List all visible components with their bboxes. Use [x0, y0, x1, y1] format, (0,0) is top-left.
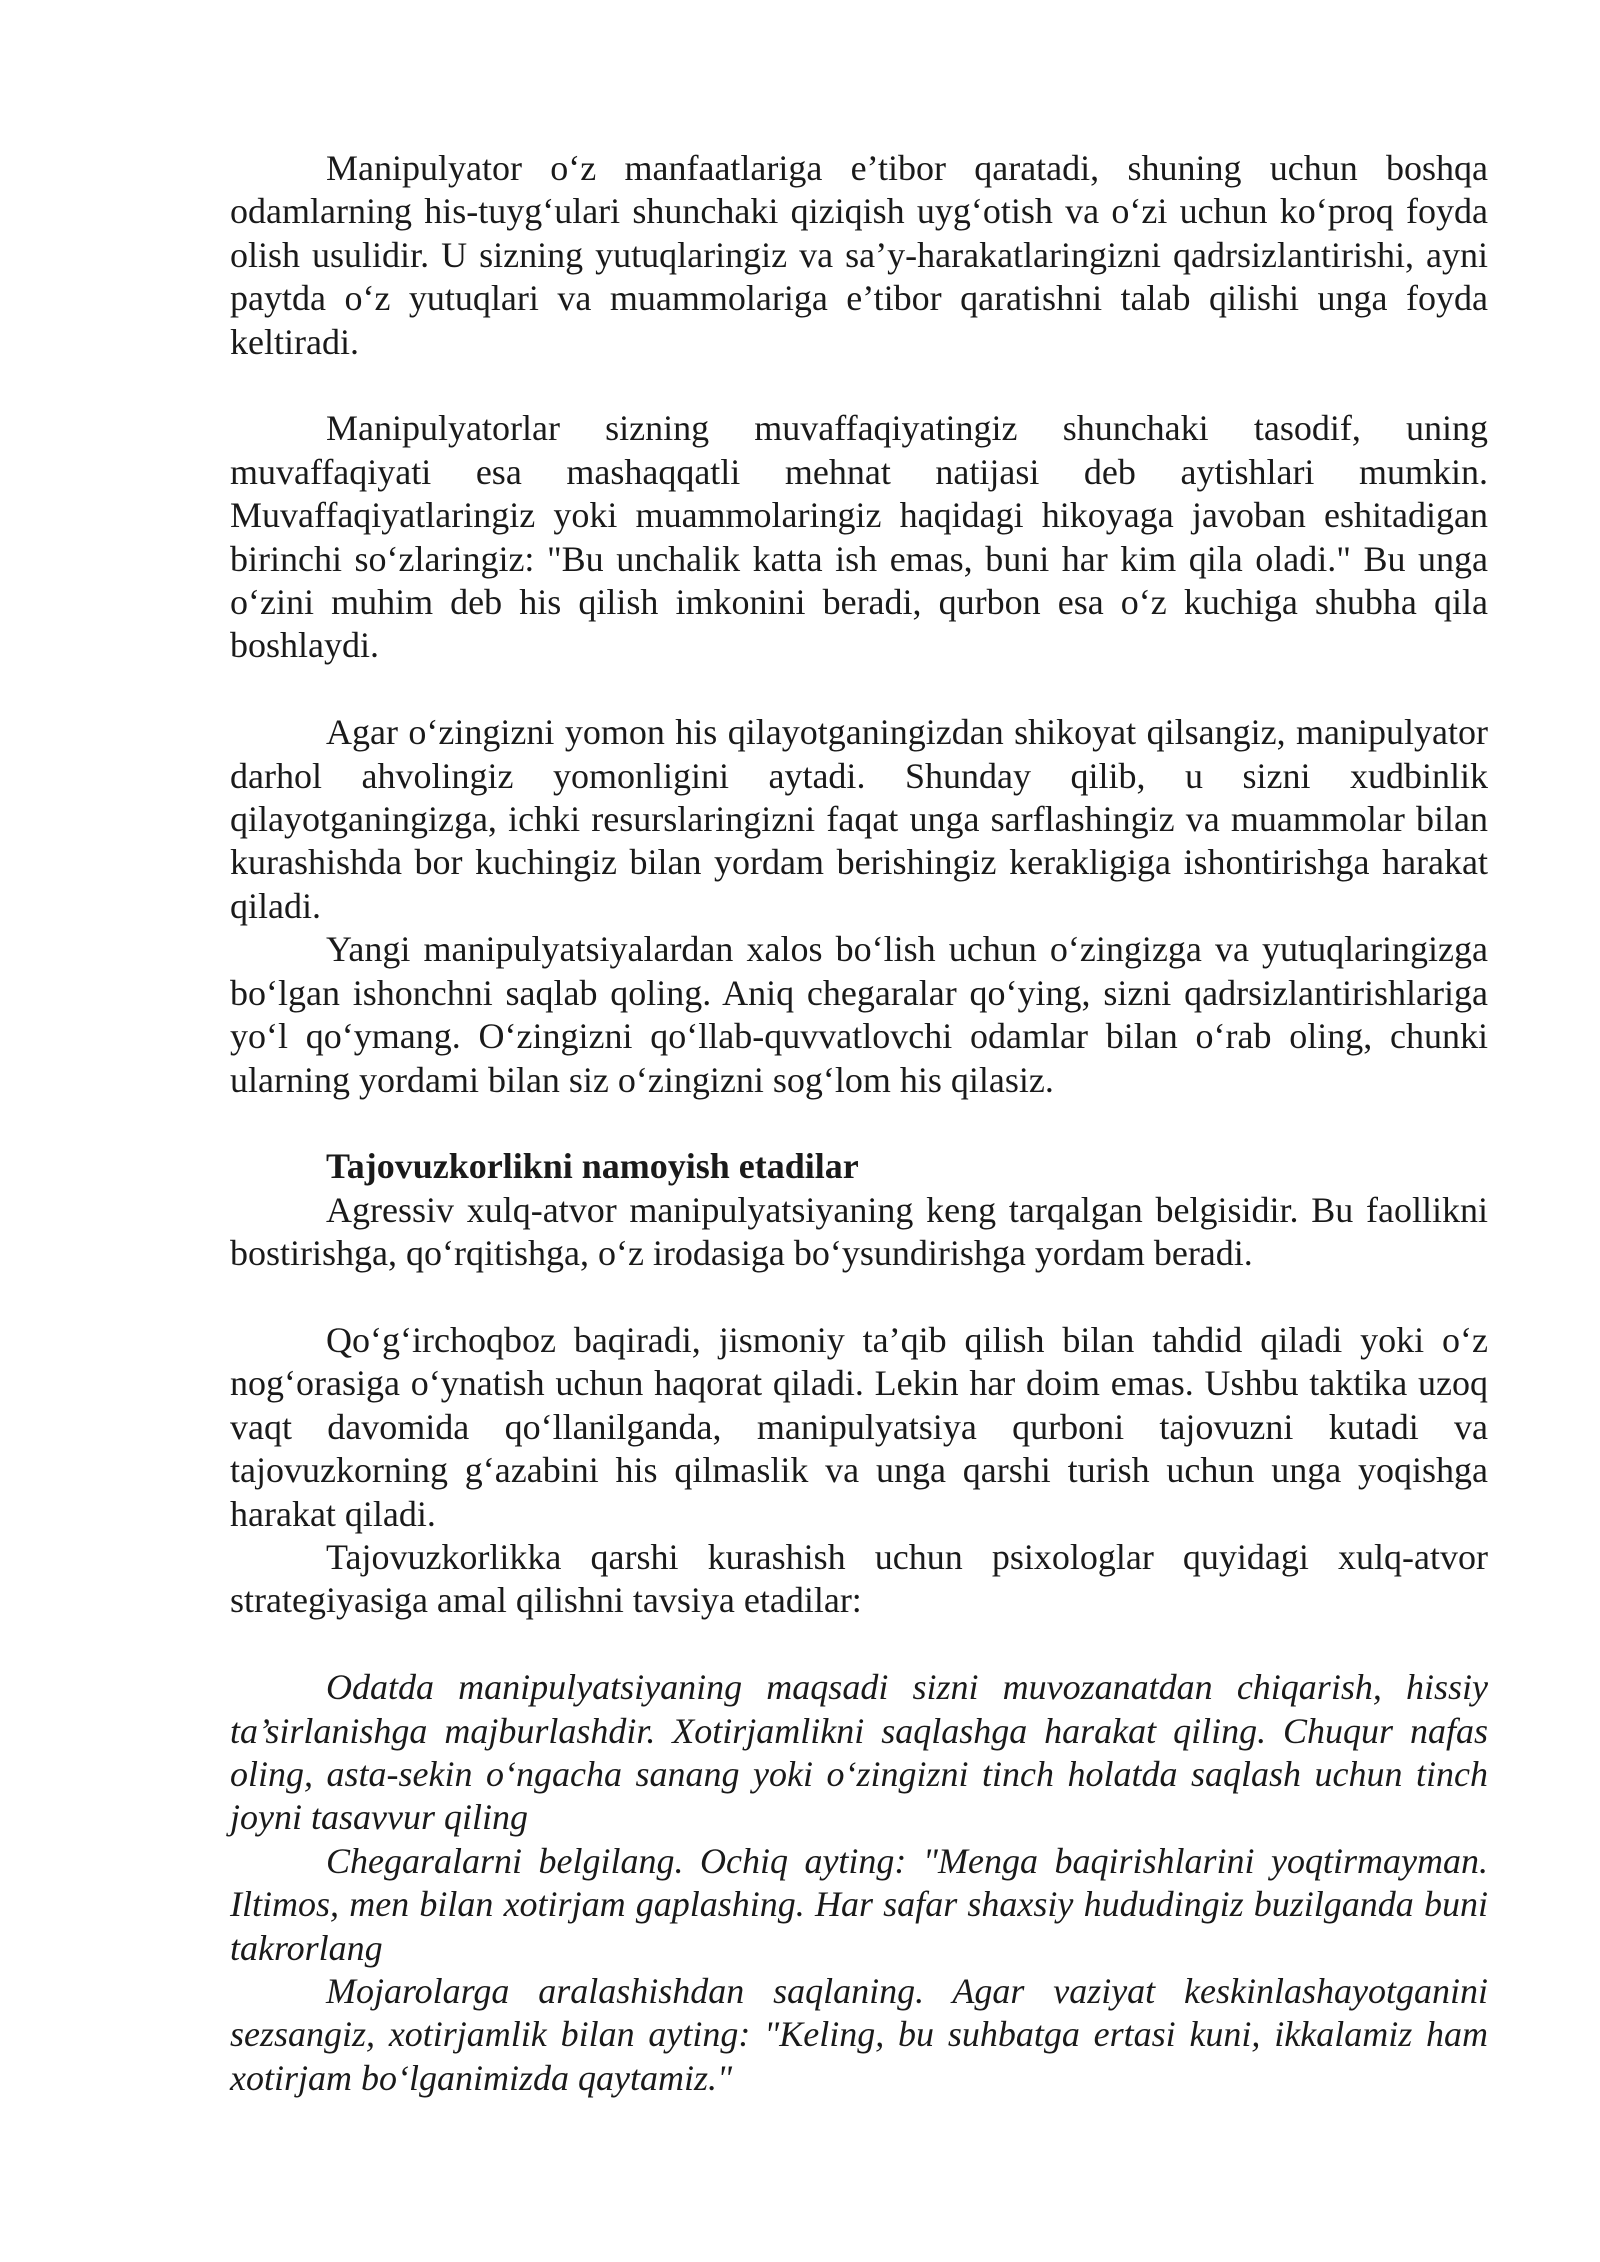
paragraph-spacer: [230, 1102, 1488, 1145]
paragraph-7: Tajovuzkorlikka qarshi kurashish uchun psixologlar quyidagi xulq-atvor strategiyasiga amal qilishni tavsiya etadilar:: [230, 1536, 1488, 1621]
paragraph-spacer: [230, 364, 1488, 407]
paragraph-6: Qo‘g‘irchoqboz baqiradi, jismoniy ta’qib qilish bilan tahdid qiladi yoki o‘z nog‘orasiga o‘ynatish uchun haqorat qiladi. Lekin har doim emas. Ushbu taktika uzoq vaqt davomida qo‘llanilganda, manipulyatsiya qurboni tajovuzni kutadi va tajovuzkorning g‘azabini his qilmaslik va unga qarshi turish uchun unga yoqishga harakat qiladi.: [230, 1319, 1488, 1534]
paragraph-1: Manipulyator o‘z manfaatlariga e’tibor qaratadi, shuning uchun boshqa odamlarning his-tuyg‘ulari shunchaki qiziqish uyg‘otish va o‘zi uchun ko‘proq foyda olish usulidir. U sizning yutuqlaringiz va sa’y-harakatlaringizni qadrsizlantirishi, ayni paytda o‘z yutuqlari va muammolariga e’tibor qaratishni talab qilishi unga foyda keltiradi.: [230, 148, 1488, 362]
paragraph-2: Manipulyatorlar sizning muvaffaqiyatingiz shunchaki tasodif, uning muvaffaqiyati esa mashaqqatli mehnat natijasi deb aytishlari mumkin. Muvaffaqiyatlaringiz yoki muammolaringiz haqidagi hikoyaga javoban eshitadigan birinchi so‘zlaringiz: "Bu unchalik katta ish emas, buni har kim qila oladi." Bu unga o‘zini muhim deb his qilish imkonini beradi, qurbon esa o‘z kuchiga shubha qila boshlaydi.: [230, 408, 1488, 666]
section-heading: Tajovuzkorlikni namoyish etadilar: [326, 1146, 859, 1187]
italic-paragraph-3: Mojarolarga aralashishdan saqlaning. Agar vaziyat keskinlashayotganini sezsangiz, xotirjamlik bilan ayting: "Keling, bu suhbatga ertasi kuni, ikkalamiz ham xotirjam bo‘lganimizda qaytamiz.": [230, 1970, 1488, 2098]
italic-paragraph-2: Chegaralarni belgilang. Ochiq ayting: "Menga baqirishlarini yoqtirmayman. Iltimos, men bilan xotirjam gaplashing. Har safar shaxsiy hududingiz buzilganda buni takrorlang: [230, 1840, 1488, 1968]
document-page: [230, 147, 1488, 2100]
paragraph-4: Yangi manipulyatsiyalardan xalos bo‘lish uchun o‘zingizga va yutuqlaringizga bo‘lgan ishonchni saqlab qoling. Aniq chegaralar qo‘ying, sizni qadrsizlantirishlariga yo‘l qo‘ymang. O‘zingizni qo‘llab-quvvatlovchi odamlar bilan o‘rab oling, chunki ularning yordami bilan siz o‘zingizni sog‘lom his qilasiz.: [230, 929, 1488, 1100]
paragraph-5: Agressiv xulq-atvor manipulyatsiyaning keng tarqalgan belgisidir. Bu faollikni bostirishga, qo‘rqitishga, o‘z irodasiga bo‘ysundirishga yordam beradi.: [230, 1189, 1488, 1274]
paragraph-spacer: [230, 1623, 1488, 1666]
italic-paragraph-1: Odatda manipulyatsiyaning maqsadi sizni muvozanatdan chiqarish, hissiy ta’sirlanishga majburlashdir. Xotirjamlikni saqlashga harakat qiling. Chuqur nafas oling, asta-sekin o‘ngacha sanang yoki o‘zingizni tinch holatda saqlash uchun tinch joyni tasavvur qiling: [230, 1667, 1488, 1838]
paragraph-spacer: [230, 1276, 1488, 1319]
paragraph-3: Agar o‘zingizni yomon his qilayotganingizdan shikoyat qilsangiz, manipulyator darhol ahvolingiz yomonligini aytadi. Shunday qilib, u sizni xudbinlik qilayotganingizga, ichki resurslaringizni faqat unga sarflashingiz va muammolar bilan kurashishda bor kuchingiz bilan yordam berishingiz kerakligiga ishontirishga harakat qiladi.: [230, 712, 1488, 926]
paragraph-spacer: [230, 668, 1488, 711]
